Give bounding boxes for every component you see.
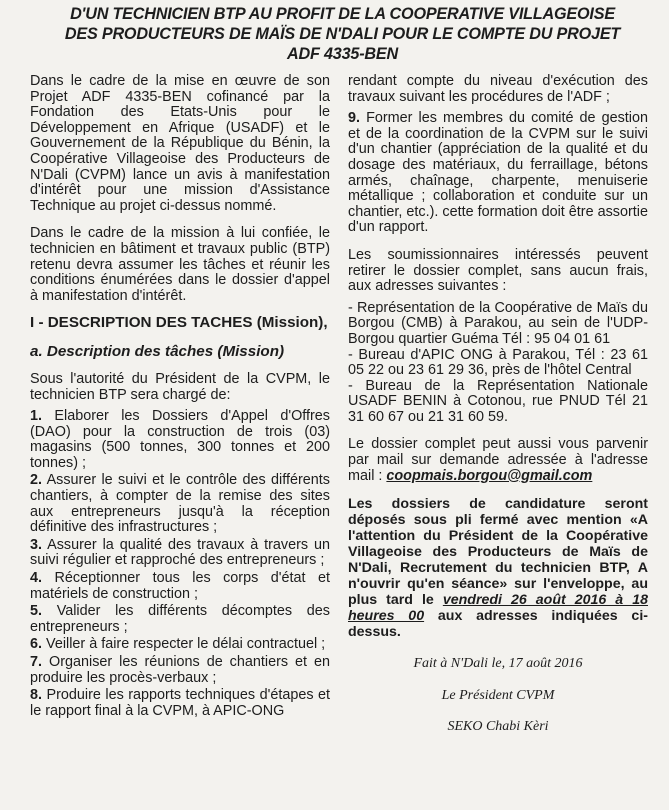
mail-paragraph: Le dossier complet peut aussi vous parvenir par mail sur demande adressée à l'adresse mail : coopmais.borgou@gmail.com <box>348 436 648 484</box>
task-item: 3. Assurer la qualité des travaux à travers un suivi régulier et rapproché des entrepreneurs ; <box>30 536 330 569</box>
task-item: 7. Organiser les réunions de chantiers et en produire les procès-verbaux ; <box>30 654 331 686</box>
right-column <box>348 74 648 735</box>
header-line-2: DES PRODUCTEURS DE MAÏS DE N'DALI POUR LE COMPTE DU PROJET <box>64 25 621 43</box>
president-title: Le Président CVPM <box>441 687 555 703</box>
task-item: 1. Elaborer les Dossiers d'Appel d'Offres (DAO) pour la construction de trois (03) magasins (500 tonnes, 300 tonnes et 200 tonnes) ; <box>30 408 330 471</box>
president-name: SEKO Chabi Kèri <box>447 719 549 735</box>
continuation-text: rendant compte du niveau d'exécution des travaux suivant les procédures de l'ADF ; <box>348 73 648 105</box>
task-item-9: 9. Former les membres du comité de gestion et de la coordination de la CVPM sur le suivi d'un chantier (appréciation de la qualité et du dosage des matériaux, du ferraillage, bétons armés, chaînage, charpente, menuiserie métallique ; collaboration et conduite sur un chantier, etc.). cette formation doit être assortie d'un rapport. <box>348 110 649 236</box>
left-column <box>30 74 330 735</box>
address-2: - Bureau d'APIC ONG à Parakou, Tél : 23 61 05 22 ou 23 61 29 36, près de l'hôtel Central <box>348 346 648 379</box>
header-line-1: D'UN TECHNICIEN BTP AU PROFIT DE LA COOPERATIVE VILLAGEOISE <box>70 5 615 23</box>
notice-header <box>30 4 655 64</box>
deadline: vendredi 26 août 2016 à 18 heures 00 <box>348 592 648 625</box>
task-item: 5. Valider les différents décomptes des entrepreneurs ; <box>30 603 330 635</box>
mission-paragraph: Dans le cadre de la mission à lui confiée, le technicien en bâtiment et travaux public (BTP) retenu devra assumer les tâches et réunir les conditions énumérées dans le dossier d'appel à manifestation d'intérêt. <box>30 225 330 304</box>
intro-paragraph: Dans le cadre de la mise en œuvre de son Projet ADF 4335-BEN cofinancé par la Fondation des Etats-Unis pour le Développement en Afrique (USADF) et le Gouvernement de la République du Bénin, la Coopérative Villageoise des Producteurs de N'Dali (CVPM) lance un avis à manifestation d'intérêt pour une mission d'Assistance Technique au projet ci-dessus nommé. <box>30 73 330 214</box>
place-date: Fait à N'Dali le, 17 août 2016 <box>413 656 583 672</box>
email-link[interactable]: coopmais.borgou@gmail.com <box>386 467 593 484</box>
task-item: 2. Assurer le suivi et le contrôle des différents chantiers, à compter de la remise des sites aux entrepreneurs jusqu'à la réception définitive des infrastructures ; <box>30 472 330 536</box>
subsection-title: a. Description des tâches (Mission) <box>30 343 285 361</box>
task-item: 4. Réceptionner tous les corps d'état et matériels de construction ; <box>30 570 331 602</box>
section-title: I - DESCRIPTION DES TACHES (Mission), <box>30 314 328 332</box>
submission-paragraph: Les dossiers de candidature seront déposés sous pli fermé avec mention «A l'attention du Président de la Coopérative Villageoise des Producteurs de Maïs de N'Dali, Recrutement du technicien BTP, A n'ouvrir qu'en séance» sur l'enveloppe, au plus tard le vendredi 26 août 2016 à 18 heures 00 aux adresses indiquées ci-dessus. <box>348 496 648 641</box>
tasks-intro: Sous l'autorité du Président de la CVPM, le technicien BTP sera chargé de: <box>30 370 330 403</box>
header-line-3: ADF 4335-BEN <box>287 45 398 63</box>
withdrawal-paragraph: Les soumissionnaires intéressés peuvent retirer le dossier complet, sans aucun frais, aux adresses suivantes : <box>348 246 648 295</box>
task-item: 8. Produire les rapports techniques d'étapes et le rapport final à la CVPM, à APIC-ONG <box>30 687 331 719</box>
task-item: 6. Veiller à faire respecter le délai contractuel ; <box>30 636 326 653</box>
address-3: - Bureau de la Représentation Nationale USADF BENIN à Cotonou, rue PNUD Tél 21 31 60 67 ou 21 31 60 59. <box>348 377 648 425</box>
address-1: - Représentation de la Coopérative de Maïs du Borgou (CMB) à Parakou, au sein de l'UDP-Borgou quartier Guéma Tél : 95 04 01 61 <box>348 299 648 347</box>
